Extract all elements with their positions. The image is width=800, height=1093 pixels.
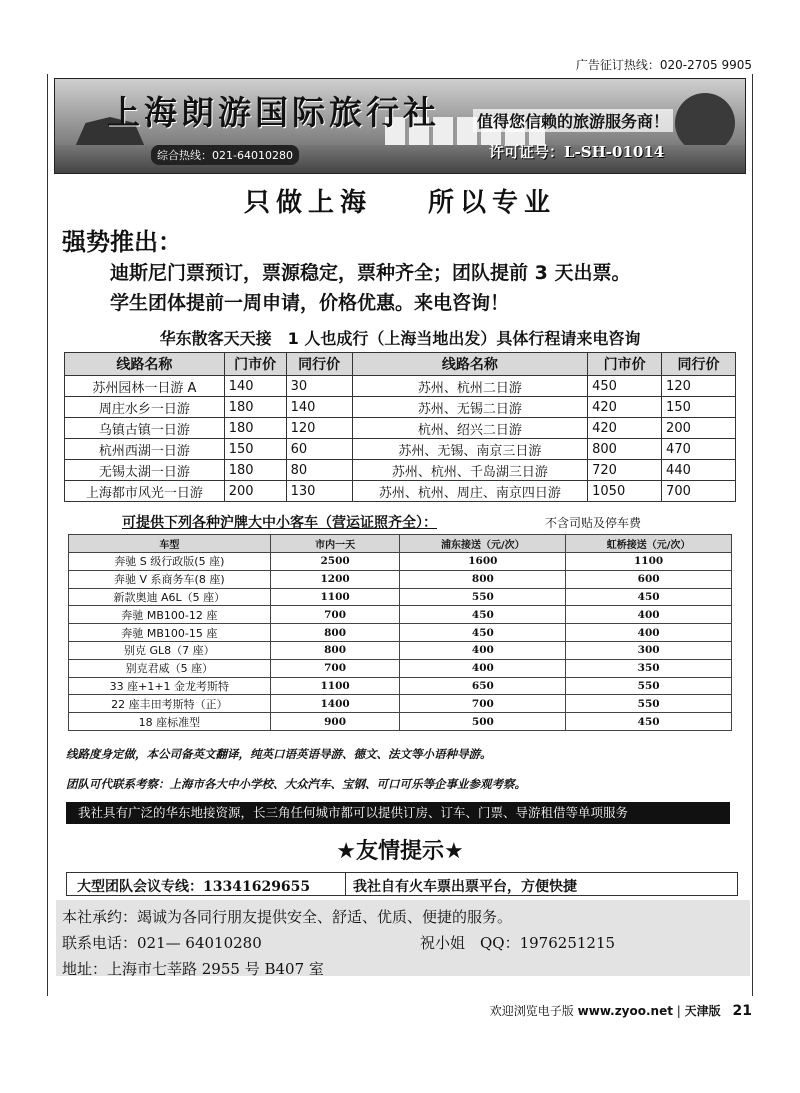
table-cell: 1400 (270, 695, 400, 713)
table-cell: 180 (224, 418, 286, 439)
table-row (65, 460, 736, 481)
table-cell: 470 (662, 439, 736, 460)
motto (0, 182, 800, 219)
table-row (69, 570, 732, 588)
tree-graphic (675, 93, 735, 153)
train-ticket-note: 我社自有火车票出票平台，方便快捷 (353, 879, 577, 895)
column-header: 虹桥接送（元/次） (566, 535, 732, 553)
table-cell: 550 (566, 695, 732, 713)
table-cell: 1600 (400, 553, 566, 571)
table-cell: 700 (662, 481, 736, 502)
table-cell: 苏州、杭州、千岛湖三日游 (352, 460, 588, 481)
page-number: 21 (732, 1003, 752, 1019)
table-cell: 420 (588, 397, 662, 418)
tips-heading (0, 834, 800, 865)
table-cell: 22 座丰田考斯特（正） (69, 695, 271, 713)
column-header: 门市价 (588, 353, 662, 376)
table-cell: 奔驰 S 级行政版(5 座) (69, 553, 271, 571)
table-row (69, 695, 732, 713)
table-cell: 550 (400, 588, 566, 606)
column-header: 门市价 (224, 353, 286, 376)
tours-table (64, 352, 736, 502)
promise-text: 本社承约：竭诚为各同行朋友提供安全、舒适、优质、便捷的服务。 (62, 908, 513, 926)
bus-heading: 可提供下列各种沪牌大中小客车（营运证照齐全）： (122, 515, 437, 531)
column-header: 线路名称 (352, 353, 588, 376)
table-cell: 1050 (588, 481, 662, 502)
table-cell: 800 (270, 641, 400, 659)
column-header: 线路名称 (65, 353, 225, 376)
table-cell: 400 (566, 624, 732, 642)
table-cell: 杭州西湖一日游 (65, 439, 225, 460)
tours-header-row (65, 353, 736, 376)
table-cell: 450 (400, 606, 566, 624)
table-cell: 800 (588, 439, 662, 460)
table-cell: 1100 (270, 588, 400, 606)
column-header: 浦东接送（元/次） (400, 535, 566, 553)
table-row (69, 641, 732, 659)
address: 地址：上海市七莘路 2955 号 B407 室 (62, 960, 324, 978)
table-cell: 600 (566, 570, 732, 588)
ad-hotline: 广告征订热线：020-2705 9905 (575, 58, 752, 72)
table-row (65, 481, 736, 502)
table-cell: 350 (566, 659, 732, 677)
table-cell: 440 (662, 460, 736, 481)
table-cell: 180 (224, 397, 286, 418)
star-icon: ★ (336, 839, 356, 864)
table-cell: 400 (400, 641, 566, 659)
welcome-text: 欢迎浏览电子版 (489, 1004, 574, 1018)
table-cell: 150 (662, 397, 736, 418)
table-cell: 130 (286, 481, 352, 502)
contact-footer (56, 900, 750, 976)
table-cell: 650 (400, 677, 566, 695)
table-cell: 1100 (566, 553, 732, 571)
info-box (66, 872, 738, 896)
table-cell: 800 (400, 570, 566, 588)
promo-heading: 强势推出： (62, 228, 182, 256)
bus-header-row (69, 535, 732, 553)
table-row (69, 553, 732, 571)
table-cell: 30 (286, 376, 352, 397)
contact-person: 祝小姐 QQ：1976251215 (420, 934, 616, 952)
table-cell: 450 (566, 588, 732, 606)
table-row (69, 606, 732, 624)
motto-part-1: 只做上海 (243, 188, 372, 218)
table-cell: 别克 GL8（7 座） (69, 641, 271, 659)
table-cell: 80 (286, 460, 352, 481)
table-cell: 700 (270, 606, 400, 624)
tours-heading: 华东散客天天接 1 人也成行（上海当地出发）具体行程请来电咨询 (159, 329, 641, 348)
contact-phone: 联系电话：021— 64010280 (62, 934, 262, 952)
table-cell: 苏州园林一日游 A (65, 376, 225, 397)
table-cell: 300 (566, 641, 732, 659)
table-cell: 700 (400, 695, 566, 713)
table-cell: 奔驰 MB100-15 座 (69, 624, 271, 642)
conference-line: 大型团队会议专线：13341629655 (77, 879, 311, 895)
bus-note: 不含司贴及停车费 (545, 516, 642, 530)
promo-line-2: 学生团体提前一周申请，价格优惠。来电咨询！ (110, 292, 510, 314)
table-cell: 550 (566, 677, 732, 695)
agency-slogan: 值得您信赖的旅游服务商！ (473, 109, 673, 132)
table-cell: 400 (400, 659, 566, 677)
table-cell: 33 座+1+1 金龙考斯特 (69, 677, 271, 695)
table-cell: 苏州、杭州二日游 (352, 376, 588, 397)
table-row (69, 677, 732, 695)
table-cell: 1100 (270, 677, 400, 695)
table-cell: 450 (400, 624, 566, 642)
page-footer (490, 1002, 752, 1019)
table-cell: 周庄水乡一日游 (65, 397, 225, 418)
table-cell: 700 (270, 659, 400, 677)
website-link[interactable]: www.zyoo.net (577, 1004, 673, 1018)
visit-note: 团队可代联系考察：上海市各大中小学校、大众汽车、宝钢、可口可乐等企事业参观考察。 (66, 777, 526, 791)
table-cell: 200 (662, 418, 736, 439)
table-cell: 900 (270, 713, 400, 731)
agency-name: 上海朗游国际旅行社 (107, 93, 440, 132)
table-cell: 苏州、杭州、周庄、南京四日游 (352, 481, 588, 502)
divider (345, 873, 346, 895)
custom-route-note: 线路度身定做，本公司备英文翻译，纯英口语英语导游、德文、法文等小语种导游。 (66, 747, 492, 761)
table-cell: 500 (400, 713, 566, 731)
promo-line-1: 迪斯尼门票预订，票源稳定，票种齐全；团队提前 3 天出票。 (110, 262, 631, 284)
banner-hotline: 综合热线：021-64010280 (151, 145, 299, 165)
table-cell: 上海都市风光一日游 (65, 481, 225, 502)
column-header: 同行价 (286, 353, 352, 376)
table-cell: 400 (566, 606, 732, 624)
table-row (69, 659, 732, 677)
table-cell: 苏州、无锡、南京三日游 (352, 439, 588, 460)
banner (54, 78, 746, 174)
edition: 天津版 (684, 1004, 721, 1018)
table-cell: 别克君威（5 座） (69, 659, 271, 677)
motto-part-2: 所以专业 (428, 188, 557, 218)
license-number: 许可证号：L-SH-01014 (489, 143, 665, 161)
table-cell: 720 (588, 460, 662, 481)
table-cell: 150 (224, 439, 286, 460)
table-cell: 18 座标准型 (69, 713, 271, 731)
separator: | (676, 1004, 681, 1018)
table-cell: 140 (224, 376, 286, 397)
table-row (65, 439, 736, 460)
bus-table (68, 534, 732, 731)
table-row (65, 418, 736, 439)
table-cell: 420 (588, 418, 662, 439)
table-cell: 800 (270, 624, 400, 642)
table-row (69, 713, 732, 731)
table-cell: 140 (286, 397, 352, 418)
table-cell: 180 (224, 460, 286, 481)
table-cell: 450 (588, 376, 662, 397)
column-header: 车型 (69, 535, 271, 553)
table-cell: 60 (286, 439, 352, 460)
table-cell: 120 (662, 376, 736, 397)
table-cell: 450 (566, 713, 732, 731)
table-cell: 无锡太湖一日游 (65, 460, 225, 481)
table-cell: 新款奥迪 A6L（5 座） (69, 588, 271, 606)
table-cell: 120 (286, 418, 352, 439)
column-header: 同行价 (662, 353, 736, 376)
table-cell: 乌镇古镇一日游 (65, 418, 225, 439)
table-row (65, 397, 736, 418)
table-row (69, 588, 732, 606)
table-row (65, 376, 736, 397)
table-cell: 奔驰 MB100-12 座 (69, 606, 271, 624)
service-bar: 我社具有广泛的华东地接资源，长三角任何城市都可以提供订房、订车、门票、导游租借等单项服务 (66, 802, 730, 824)
table-cell: 200 (224, 481, 286, 502)
table-row (69, 624, 732, 642)
tips-title: 友情提示 (355, 839, 444, 864)
table-cell: 奔驰 V 系商务车(8 座) (69, 570, 271, 588)
star-icon: ★ (444, 839, 464, 864)
table-cell: 1200 (270, 570, 400, 588)
table-cell: 2500 (270, 553, 400, 571)
column-header: 市内一天 (270, 535, 400, 553)
table-cell: 杭州、绍兴二日游 (352, 418, 588, 439)
table-cell: 苏州、无锡二日游 (352, 397, 588, 418)
